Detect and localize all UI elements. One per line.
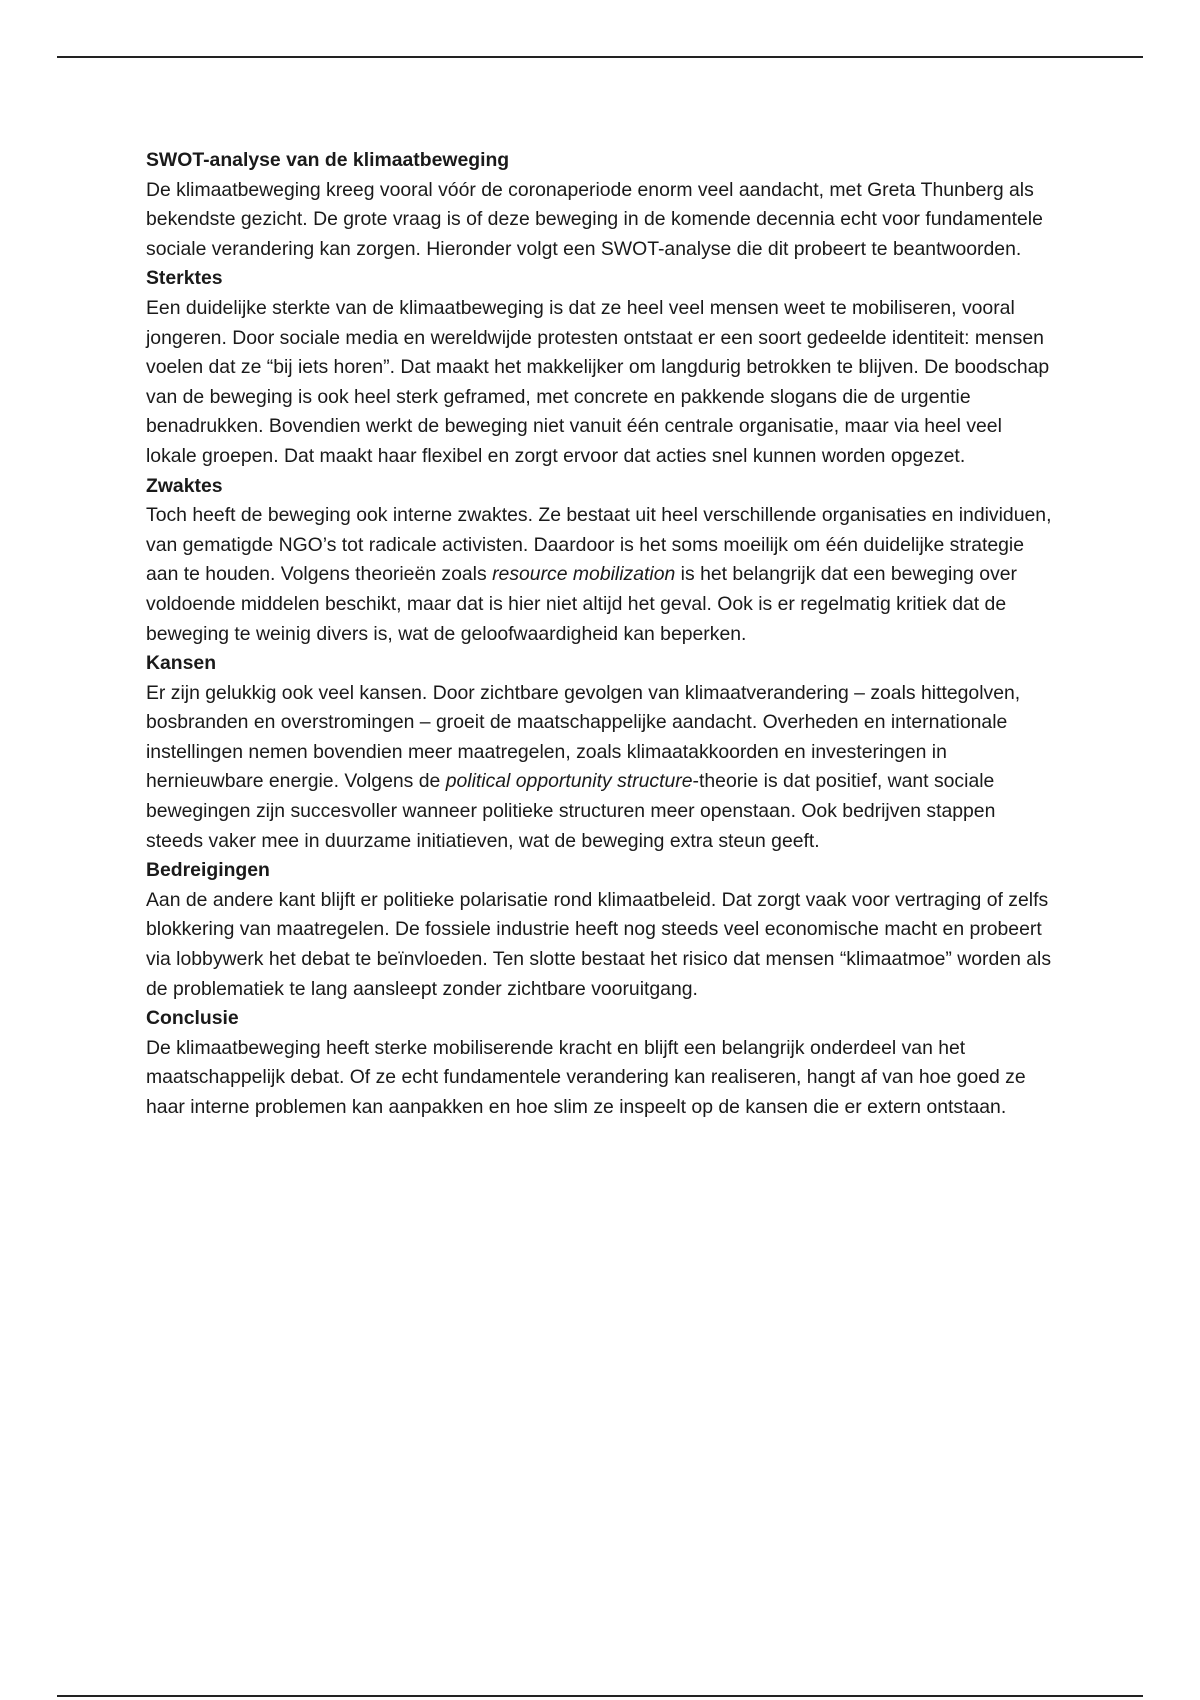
opportunities-paragraph <box>146 679 1056 857</box>
strengths-heading: Sterktes <box>146 267 223 290</box>
header-rule <box>57 56 1143 58</box>
conclusion-paragraph: De klimaatbeweging heeft sterke mobiliserende kracht en blijft een belangrijk onderdeel van het maatschappelijk debat. Of ze echt fundamentele verandering kan realiseren, hangt af van hoe goed ze haar interne problemen kan aanpakken en hoe slim ze inspeelt op de kansen die er extern ontstaan. <box>146 1036 1026 1118</box>
footer-rule <box>57 1695 1143 1697</box>
resource-mobilization-term: resource mobilization <box>492 563 676 586</box>
document-title: SWOT-analyse van de klimaatbeweging <box>146 149 510 171</box>
weaknesses-text-part-1: Toch heeft de beweging ook interne zwaktes. Ze bestaat uit heel verschillende organisaties en individuen, van gematigde NGO’s tot radicale activisten. Daardoor is het soms moeilijk om één duidelijke strategie aan te houden. Volgens theorieën zoals <box>146 504 1052 586</box>
weaknesses-text-part-2: is het belangrijk dat een beweging over voldoende middelen beschikt, maar dat is hier niet altijd het geval. Ook is er regelmatig kritiek dat de beweging te weinig divers is, wat de geloofwaardigheid kan beperken. <box>146 563 1018 645</box>
political-opportunity-term: political opportunity structure <box>445 770 693 793</box>
opportunities-text-part-2: -theorie is dat positief, want sociale bewegingen zijn succesvoller wanneer politieke structuren meer openstaan. Ook bedrijven stappen steeds vaker mee in duurzame initiatieven, wat de beweging extra steun geeft. <box>146 770 996 852</box>
conclusion-heading: Conclusie <box>146 1007 239 1030</box>
strengths-paragraph: Een duidelijke sterkte van de klimaatbeweging is dat ze heel veel mensen weet te mobiliseren, vooral jongeren. Door sociale media en wereldwijde protesten ontstaat er een soort gedeelde identiteit: mensen voelen dat ze “bij iets horen”. Dat maakt het makkelijker om langdurig betrokken te blijven. De boodschap van de beweging is ook heel sterk geframed, met concrete en pakkende slogans die de urgentie benadrukken. Bovendien werkt de beweging niet vanuit één centrale organisatie, maar via heel veel lokale groepen. Dat maakt haar flexibel en zorgt ervoor dat acties snel kunnen worden opgezet. <box>146 296 1050 467</box>
weaknesses-heading: Zwaktes <box>146 474 223 497</box>
document-body <box>146 146 1056 1123</box>
opportunities-heading: Kansen <box>146 652 217 675</box>
weaknesses-paragraph <box>146 501 1056 649</box>
threats-paragraph: Aan de andere kant blijft er politieke polarisatie rond klimaatbeleid. Dat zorgt vaak voor vertraging of zelfs blokkering van maatregelen. De fossiele industrie heeft nog steeds veel economische macht en probeert via lobbywerk het debat te beïnvloeden. Ten slotte bestaat het risico dat mensen “klimaatmoe” worden als de problematiek te lang aansleept zonder zichtbare vooruitgang. <box>146 888 1052 1000</box>
threats-heading: Bedreigingen <box>146 859 270 882</box>
opportunities-text-part-1: Er zijn gelukkig ook veel kansen. Door zichtbare gevolgen van klimaatverandering – zoals hittegolven, bosbranden en overstromingen – groeit de maatschappelijke aandacht. Overheden en internationale instellingen nemen bovendien meer maatregelen, zoals klimaatakkoorden en investeringen in hernieuwbare energie. Volgens de <box>146 681 1021 793</box>
intro-paragraph: De klimaatbeweging kreeg vooral vóór de coronaperiode enorm veel aandacht, met Greta Thunberg als bekendste gezicht. De grote vraag is of deze beweging in de komende decennia echt voor fundamentele sociale verandering kan zorgen. Hieronder volgt een SWOT-analyse die dit probeert te beantwoorden. <box>146 178 1043 260</box>
